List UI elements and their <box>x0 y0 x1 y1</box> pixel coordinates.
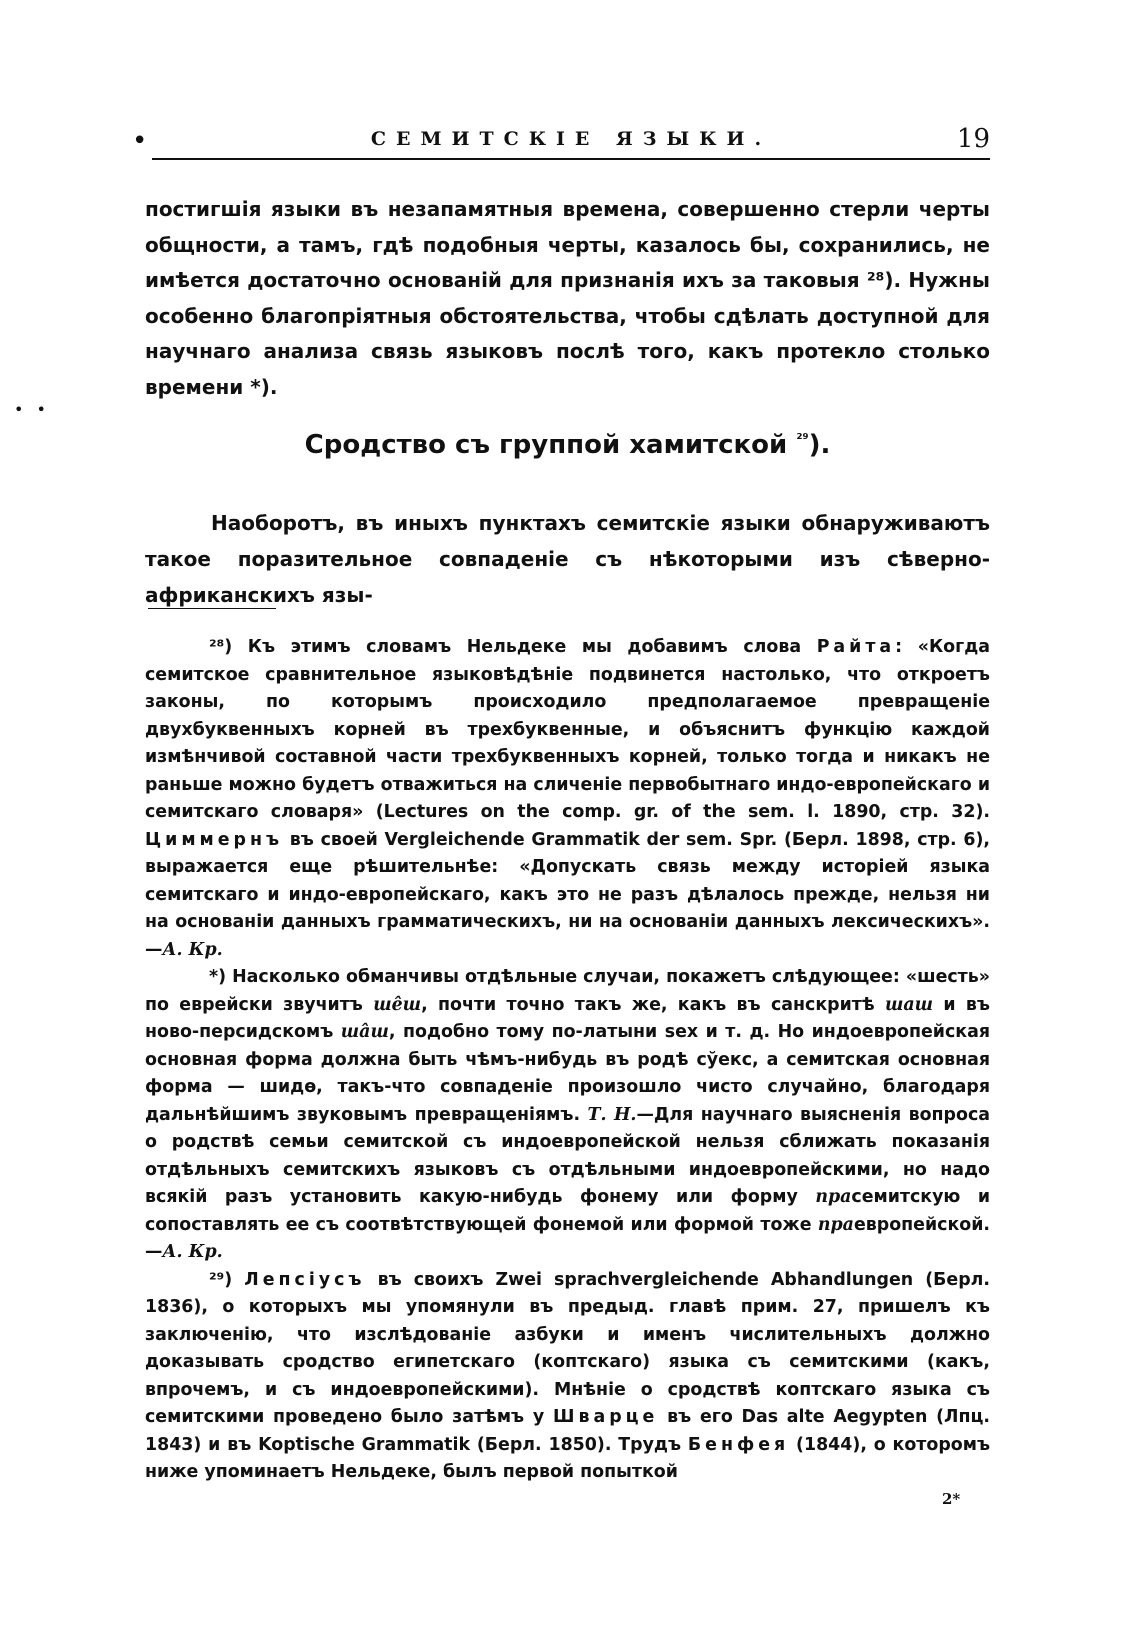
footnote-28-text: : «Когда семитское сравнительное языковѣдѣніе подвинется настолько, что откроетъ законы, по которымъ происходило предполагаемое превращеніе двухбуквенныхъ корней въ трехбуквенные, и объяснитъ функцію каждой измѣнчивой составной части трехбуквенныхъ корней, только тогда и никакъ не раньше можно будетъ отважиться на сличеніе первобытнаго индо-европейскаго и семитскаго словаря» (Lectures on the comp. gr. of the sem. l. 1890, стр. 32). <box>145 637 990 822</box>
author-schwartze: Шварце <box>552 1407 659 1427</box>
footnote-star <box>145 964 990 1267</box>
word-persian: шâш <box>340 1022 389 1042</box>
footnote-29-text: въ своихъ Zwei sprachvergleichende Abhandlungen (Берл. 1836), о которыхъ мы упомянули въ предыд. главѣ прим. 27, пришелъ къ заключенію, что изслѣдованіе азбуки и именъ числительныхъ должно доказывать сродство египетскаго (коптскаго) языка съ семитскими (какъ, впрочемъ, и съ индоевропейскими). Мнѣніе о сродствѣ коптскаго языка съ семитскими проведено было затѣмъ у <box>145 1269 990 1427</box>
footnote-29-mark: ²⁹) <box>209 1269 233 1290</box>
header-marker: • <box>132 126 148 156</box>
author-zimmern: Циммернъ <box>145 829 284 850</box>
section-title-end: ). <box>808 430 831 460</box>
footnote-28-text-2: въ своей Vergleichende Grammatik der sem. Spr. (Берл. 1898, стр. 6), выражается еще рѣшительнѣе: «Допускать связь между исторіей языка семитскаго и индо-европейскаго, какъ это не разъ дѣлалось прежде, нельзя ни на основаніи данныхъ грамматическихъ, ни на основаніи данныхъ лексическихъ».— <box>145 829 990 960</box>
section-paragraph: Наоборотъ, въ иныхъ пунктахъ семитскіе языки обнаруживаютъ такое поразительное совпаденіе съ нѣкоторыми изъ сѣверно-африканскихъ язы- <box>145 511 990 607</box>
section-title-text: Сродство съ группой хамитской <box>304 430 788 460</box>
section-heading <box>145 430 990 460</box>
footnote-star-signature-2: А. Кр. <box>162 1242 223 1262</box>
running-title: СЕМИТСКІЕ ЯЗЫКИ. <box>370 128 772 150</box>
footnote-29 <box>145 1267 990 1487</box>
footnote-star-text-d: , подобно тому по-латыни sex и т. д. Но индоевропейская основная форма должна быть чѣмъ-нибудь въ родѣ сўекс, а семитская основная форма — шидѳ, такъ-что совпаденіе произошло чисто случайно, благодаря дальнѣйшимъ звуковымъ превращеніямъ. <box>145 1022 990 1125</box>
footnote-29-text-2: въ его Das alte Aegypten (Лпц. 1843) и въ Koptische Grammatik (Берл. 1850). Трудъ <box>145 1407 990 1455</box>
word-hebrew: шêш <box>373 994 422 1015</box>
section-text <box>145 505 990 613</box>
footnote-star-text-a: *) Насколько обманчивы отдѣльные случаи, покажетъ слѣдующее: «шесть» по еврейски звучитъ <box>145 967 990 1015</box>
running-header <box>132 122 990 160</box>
footnote-star-text-g: европейской.— <box>145 1214 990 1262</box>
margin-mark: • • <box>14 400 50 419</box>
prefix-pra-1: пра <box>815 1187 852 1207</box>
page-number: 19 <box>956 124 990 154</box>
author-benfey: Бенфея <box>687 1434 790 1455</box>
paragraph: постигшія языки въ незапамятныя времена, совершенно стерли черты общности, а тамъ, гдѣ подобныя черты, казалось бы, сохранились, не имѣется достаточно основаній для признанія ихъ за таковыя ²⁸). Нужны особенно благопріятныя обстоятельства, чтобы сдѣлать доступной для научнаго анализа связь языковъ послѣ того, какъ протекло столько времени *). <box>145 197 990 399</box>
footnotes <box>145 634 990 1487</box>
footnote-28-signature: А. Кр. <box>162 939 223 960</box>
body-text <box>145 192 990 405</box>
footnote-28 <box>145 634 990 964</box>
footnote-star-signature-1: Т. Н. <box>587 1104 637 1125</box>
author-wright: Райта <box>816 637 896 657</box>
footnote-star-text-b: , почти точно такъ же, какъ въ санскритѣ <box>421 994 875 1015</box>
author-lepsius: Лепсіусъ <box>244 1269 366 1290</box>
footnote-29-text-3: (1844), о которомъ ниже упоминаетъ Нельдеке, былъ первой попыткой <box>145 1434 991 1482</box>
footnote-star-text-e: —Для научнаго выясненія вопроса о родствѣ семьи семитской съ индоевропейской нельзя сближать показанія отдѣльныхъ семитскихъ языковъ съ отдѣльными индоевропейскими, но надо всякій разъ установить какую-нибудь фонему или форму <box>145 1104 990 1207</box>
prefix-pra-2: пра <box>817 1214 854 1235</box>
word-sanskrit: шаш <box>884 994 934 1015</box>
section-title-footnote-ref: ²⁹ <box>796 431 809 448</box>
signature-mark: 2* <box>942 1490 961 1508</box>
footnote-28-lead: ²⁸) Къ этимъ словамъ Нельдеке мы добавимъ слова <box>209 637 802 657</box>
footnote-star-text-f: семитскую и сопоставлять ее съ соотвѣтствующей фонемой или формой тоже <box>145 1187 991 1235</box>
footnote-separator <box>148 608 276 609</box>
footnote-star-text-c: и въ ново-персидскомъ <box>145 994 990 1042</box>
